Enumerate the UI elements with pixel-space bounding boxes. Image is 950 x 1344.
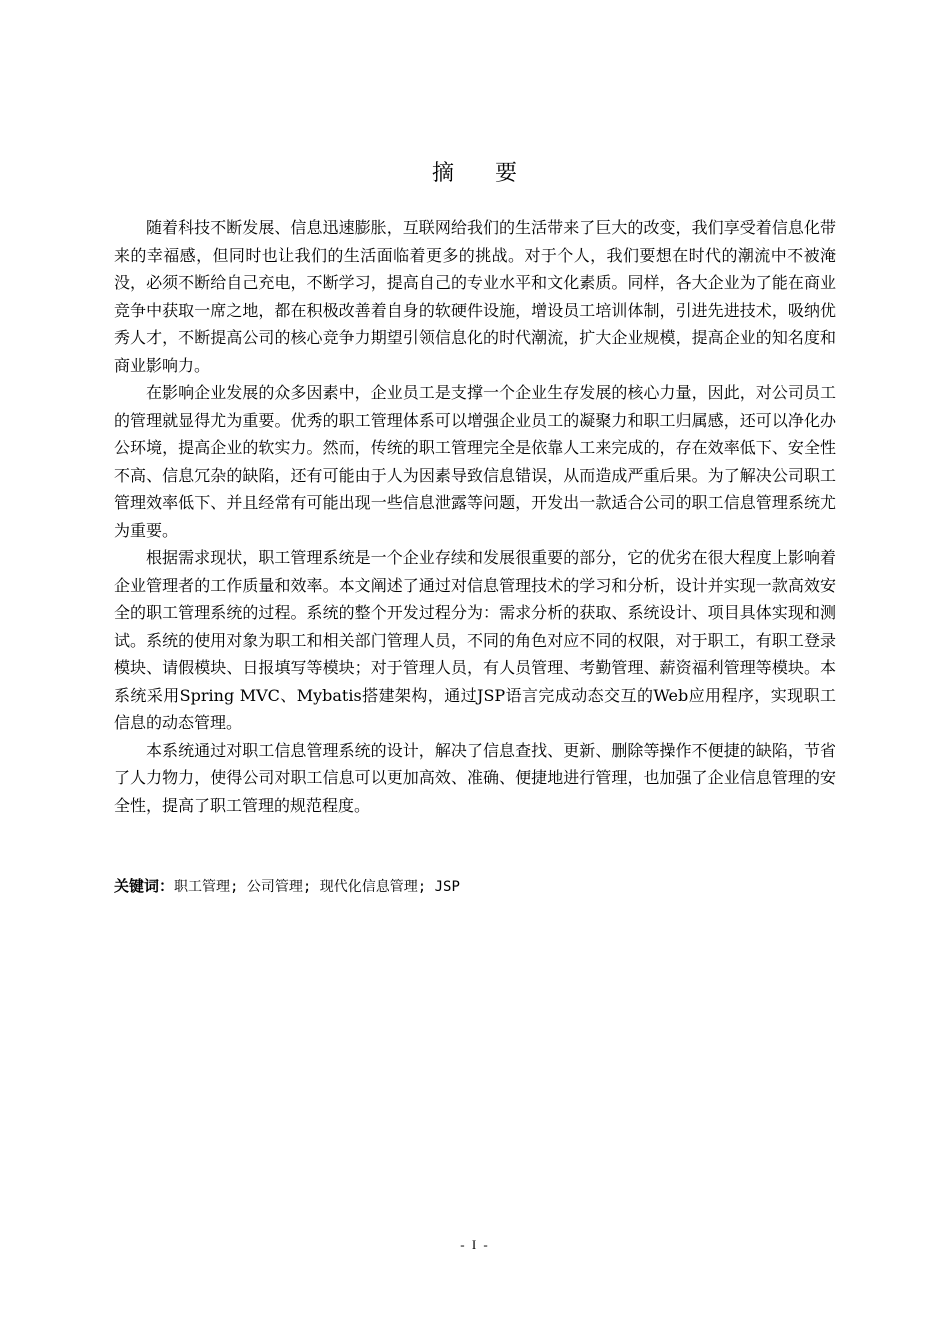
page-title: [0, 158, 950, 190]
abstract-paragraph-1: 随着科技不断发展、信息迅速膨胀，互联网给我们的生活带来了巨大的改变，我们享受着信息化带来的幸福感，但同时也让我们的生活面临着更多的挑战。对于个人，我们要想在时代的潮流中不被淹没，必须不断给自己充电，不断学习，提高自己的专业水平和文化素质。同样，各大企业为了能在商业竞争中获取一席之地，都在积极改善着自身的软硬件设施，增设员工培训体制，引进先进技术，吸纳优秀人才，不断提高公司的核心竞争力期望引领信息化的时代潮流，扩大企业规模，提高企业的知名度和商业影响力。: [114, 218, 836, 375]
keywords-text: 职工管理; 公司管理; 现代化信息管理; JSP: [174, 879, 460, 895]
abstract-body: [114, 214, 836, 819]
keywords-line: [114, 873, 836, 901]
title-char-1: 摘: [431, 161, 455, 186]
abstract-paragraph-3: 根据需求现状，职工管理系统是一个企业存续和发展很重要的部分，它的优劣在很大程度上影响着企业管理者的工作质量和效率。本文阐述了通过对信息管理技术的学习和分析，设计并实现一款高效安全的职工管理系统的过程。系统的整个开发过程分为：需求分析的获取、系统设计、项目具体实现和测试。系统的使用对象为职工和相关部门管理人员，不同的角色对应不同的权限，对于职工，有职工登录模块、请假模块、日报填写等模块；对于管理人员，有人员管理、考勤管理、薪资福利管理等模块。本系统采用Spring MVC、Mybatis搭建架构，通过JSP语言完成动态交互的Web应用程序，实现职工信息的动态管理。: [114, 548, 836, 732]
abstract-paragraph-4: 本系统通过对职工信息管理系统的设计，解决了信息查找、更新、删除等操作不便捷的缺陷，节省了人力物力，使得公司对职工信息可以更加高效、准确、便捷地进行管理，也加强了企业信息管理的安全性，提高了职工管理的规范程度。: [114, 740, 836, 815]
page-number: - I -: [460, 1237, 490, 1252]
keywords-label: 关键词：: [114, 877, 175, 895]
abstract-paragraph-2: 在影响企业发展的众多因素中，企业员工是支撑一个企业生存发展的核心力量，因此，对公司员工的管理就显得尤为重要。优秀的职工管理体系可以增强企业员工的凝聚力和职工归属感，还可以净化办公环境，提高企业的软实力。然而，传统的职工管理完全是依靠人工来完成的，存在效率低下、安全性不高、信息冗杂的缺陷，还有可能由于人为因素导致信息错误，从而造成严重后果。为了解决公司职工管理效率低下、并且经常有可能出现一些信息泄露等问题，开发出一款适合公司的职工信息管理系统尤为重要。: [114, 383, 836, 540]
title-char-2: 要: [495, 161, 519, 186]
